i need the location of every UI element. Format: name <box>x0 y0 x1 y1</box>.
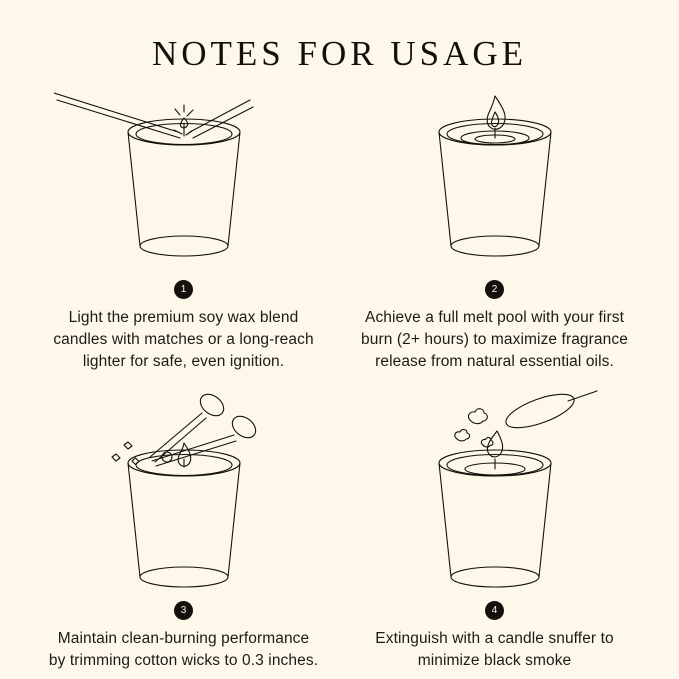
steps-grid <box>28 88 651 672</box>
step-number-badge: 2 <box>485 280 504 299</box>
step-card-4 <box>339 387 650 672</box>
step-number-badge: 1 <box>174 280 193 299</box>
step-caption: Extinguish with a candle snuffer to minimize black smoke <box>375 630 614 669</box>
burning-candle-melt-pool-icon <box>365 88 625 278</box>
step-card-2 <box>339 88 650 373</box>
step-card-3 <box>28 387 339 672</box>
step-caption: Achieve a full melt pool with your first burn (2+ hours) to maximize fragrance release from natural essential oils. <box>361 309 628 370</box>
step-caption: Light the premium soy wax blend candles with matches or a long-reach lighter for safe, even ignition. <box>53 309 314 370</box>
step-caption: Maintain clean-burning performance by trimming cotton wicks to 0.3 inches. <box>48 630 319 669</box>
step-number-badge: 4 <box>485 601 504 620</box>
wick-trimmer-scissors-icon <box>54 387 314 599</box>
match-lighting-candle-icon <box>54 88 314 278</box>
step-number-badge: 3 <box>174 601 193 620</box>
page-title: NOTES FOR USAGE <box>151 34 528 73</box>
step-card-1 <box>28 88 339 373</box>
candle-snuffer-icon <box>365 387 625 599</box>
